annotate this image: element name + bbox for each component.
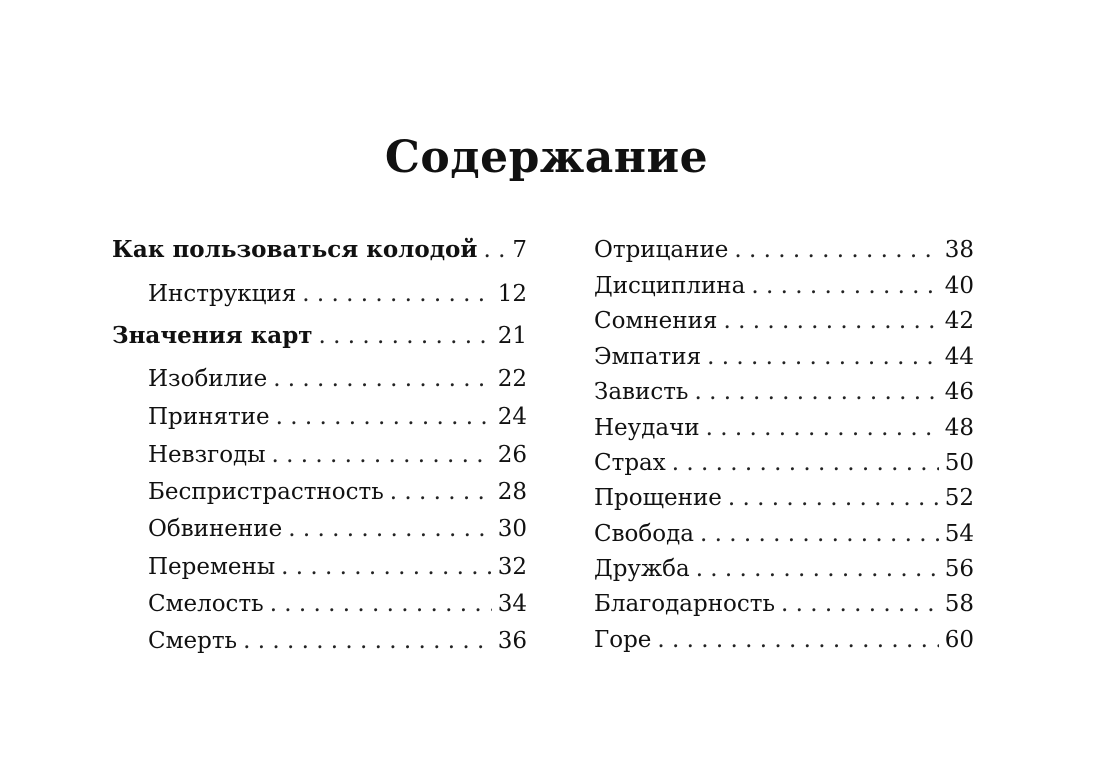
toc-page-number: 42	[944, 308, 974, 334]
dot-leader	[696, 555, 939, 583]
toc-entry-label: Зависть	[594, 379, 689, 405]
toc-entry-label: Значения карт	[112, 322, 313, 349]
toc-entry[interactable]	[148, 515, 527, 543]
toc-entry-label: Как пользоваться колодой	[112, 236, 478, 263]
toc-page-number: 60	[944, 627, 974, 653]
toc-entry[interactable]	[148, 590, 527, 618]
dot-leader	[734, 236, 938, 264]
toc-entry[interactable]	[594, 449, 974, 477]
dot-leader	[672, 449, 939, 477]
toc-entry-label: Изобилие	[148, 366, 268, 392]
toc-entry[interactable]	[148, 627, 527, 655]
toc-page-number: 38	[944, 237, 974, 263]
dot-leader	[707, 343, 939, 371]
toc-page-number: 12	[497, 281, 527, 307]
toc-entry[interactable]	[148, 403, 527, 431]
toc-entry-label: Смелость	[148, 591, 264, 617]
toc-entry-section[interactable]	[112, 236, 527, 264]
toc-page-number: 40	[944, 273, 974, 299]
toc-entry-section[interactable]	[112, 322, 527, 350]
toc-page-number: 26	[497, 442, 527, 468]
dot-leader	[243, 627, 492, 655]
toc-entry[interactable]	[594, 520, 974, 548]
toc-entry-label: Дружба	[594, 556, 690, 582]
toc-entry[interactable]	[594, 484, 974, 512]
toc-entry[interactable]	[594, 343, 974, 371]
dot-leader	[657, 626, 938, 654]
toc-entry[interactable]	[594, 272, 974, 300]
toc-page-number: 7	[512, 237, 527, 263]
toc-page-number: 30	[497, 516, 527, 542]
toc-entry[interactable]	[594, 236, 974, 264]
toc-entry[interactable]	[148, 553, 527, 581]
toc-entry-label: Инструкция	[148, 281, 297, 307]
toc-entry-label: Беспристрастность	[148, 479, 384, 505]
dot-leader	[700, 520, 939, 548]
toc-page-number: 56	[944, 556, 974, 582]
toc-entry-label: Обвинение	[148, 516, 283, 542]
dot-leader	[272, 441, 492, 469]
toc-page-number: 24	[497, 404, 527, 430]
toc-entry-label: Сомнения	[594, 308, 718, 334]
toc-page-number: 21	[497, 323, 527, 349]
dot-leader	[288, 515, 492, 543]
toc-page-number: 50	[944, 450, 974, 476]
toc-entry[interactable]	[148, 280, 527, 308]
toc-page-number: 54	[944, 521, 974, 547]
toc-entry[interactable]	[148, 365, 527, 393]
toc-page-number: 34	[497, 591, 527, 617]
toc-page-number: 46	[944, 379, 974, 405]
toc-entry[interactable]	[148, 441, 527, 469]
toc-page-number: 22	[497, 366, 527, 392]
toc-entry-label: Невзгоды	[148, 442, 266, 468]
dot-leader	[319, 322, 492, 350]
dot-leader	[723, 307, 938, 335]
toc-entry[interactable]	[594, 590, 974, 618]
toc-entry-label: Перемены	[148, 554, 276, 580]
dot-leader	[728, 484, 939, 512]
toc-entry-label: Прощение	[594, 485, 722, 511]
toc-page-number: 36	[497, 628, 527, 654]
dot-leader	[273, 365, 492, 393]
toc-entry[interactable]	[594, 378, 974, 406]
toc-entry-label: Принятие	[148, 404, 270, 430]
toc-entry-label: Свобода	[594, 521, 694, 547]
toc-entry-label: Смерть	[148, 628, 238, 654]
toc-entry-label: Дисциплина	[594, 273, 746, 299]
toc-page-number: 52	[944, 485, 974, 511]
toc-entry[interactable]	[594, 626, 974, 654]
dot-leader	[706, 414, 939, 442]
page-title: Содержание	[384, 132, 709, 183]
toc-page-number: 48	[944, 415, 974, 441]
dot-leader	[276, 403, 492, 431]
dot-leader	[781, 590, 939, 618]
toc-page-number: 58	[944, 591, 974, 617]
toc-entry-label: Благодарность	[594, 591, 776, 617]
dot-leader	[302, 280, 491, 308]
toc-entry[interactable]	[594, 307, 974, 335]
toc-entry[interactable]	[148, 478, 527, 506]
toc-page-number: 32	[497, 554, 527, 580]
toc-entry-label: Эмпатия	[594, 344, 702, 370]
toc-entry-label: Страх	[594, 450, 666, 476]
toc-entry-label: Неудачи	[594, 415, 700, 441]
toc-page-number: 28	[497, 479, 527, 505]
dot-leader	[281, 553, 492, 581]
toc-entry[interactable]	[594, 555, 974, 583]
toc-page-number: 44	[944, 344, 974, 370]
dot-leader	[751, 272, 938, 300]
dot-leader	[390, 478, 492, 506]
dot-leader	[270, 590, 492, 618]
dot-leader	[483, 236, 506, 264]
toc-entry[interactable]	[594, 414, 974, 442]
dot-leader	[694, 378, 938, 406]
toc-entry-label: Горе	[594, 627, 652, 653]
toc-entry-label: Отрицание	[594, 237, 729, 263]
